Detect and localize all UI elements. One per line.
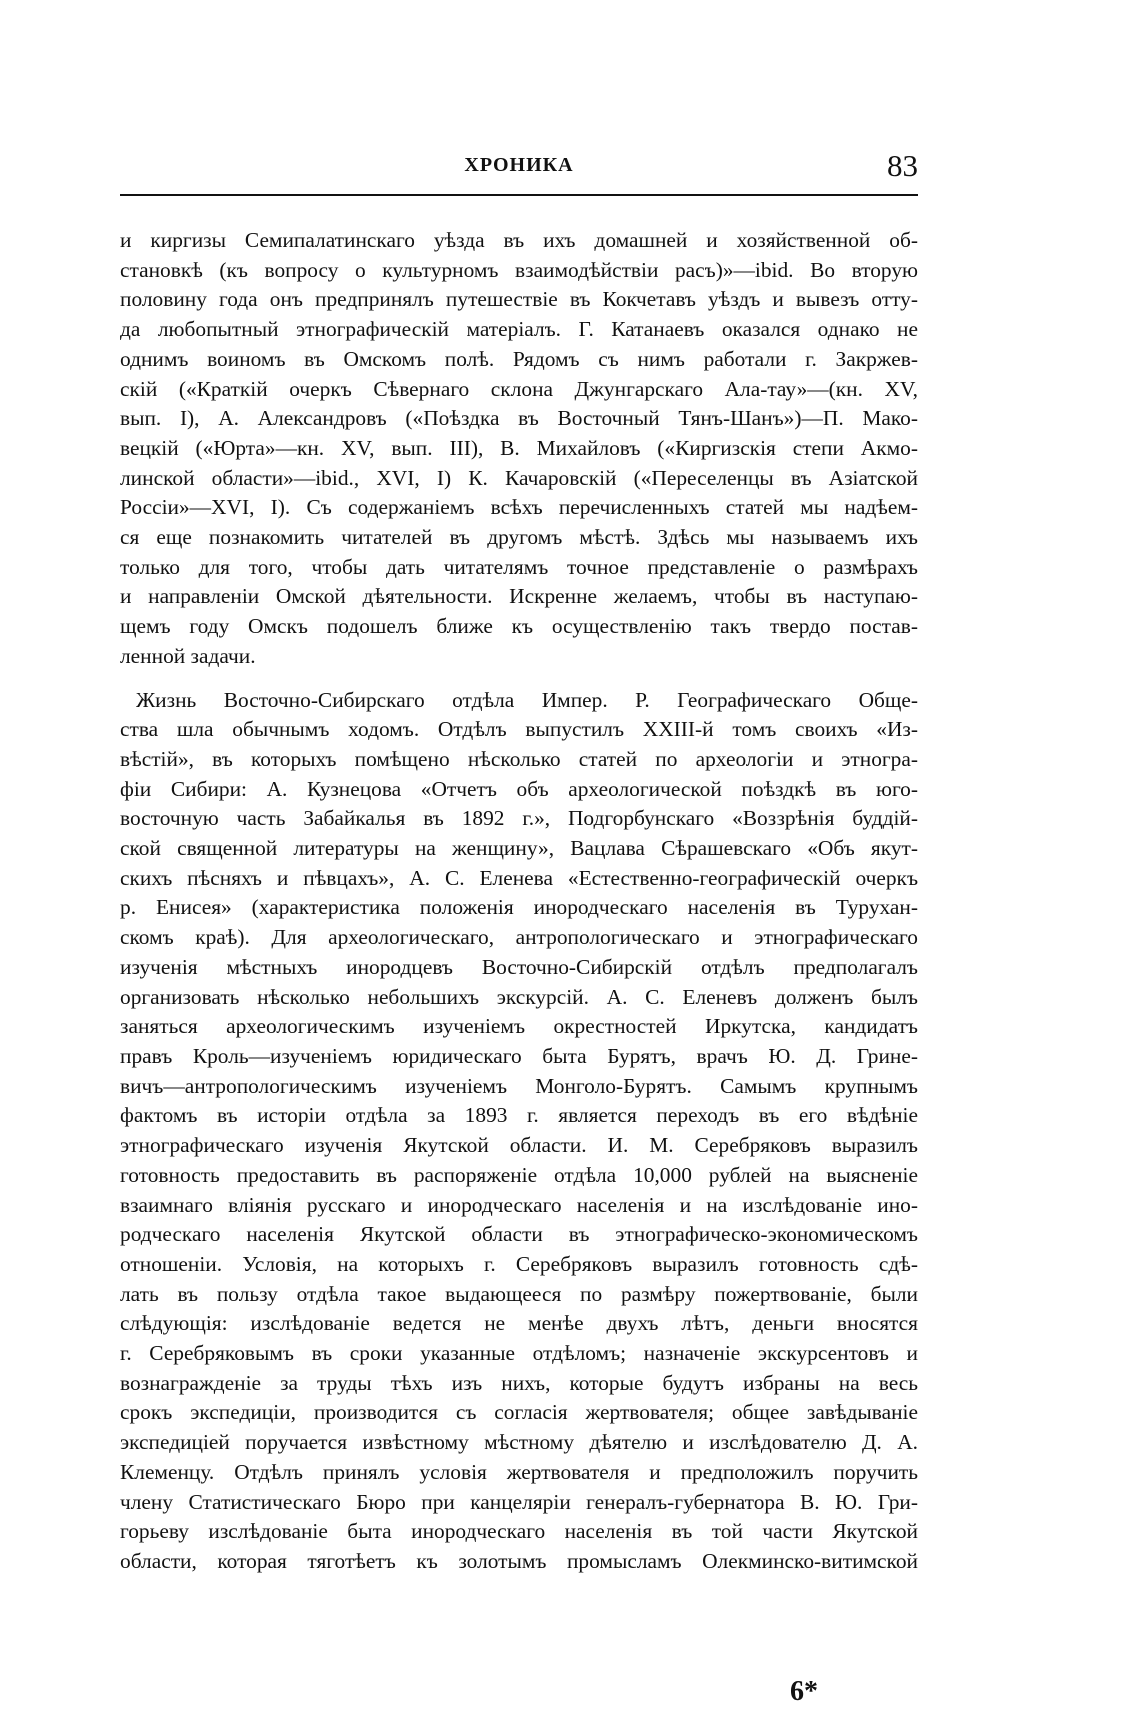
text-line: ся еще познакомить читателей въ другомъ мѣстѣ. Здѣсь мы называемъ ихъ bbox=[120, 525, 918, 550]
text-line: правъ Кроль—изученіемъ юридическаго быта Бурятъ, врачъ Ю. Д. Грине- bbox=[120, 1043, 918, 1068]
text-line: да любопытный этнографическій матеріалъ. Г. Катанаевъ оказался однако не bbox=[120, 317, 918, 342]
text-line: слѣдующія: изслѣдованіе ведется не менѣе двухъ лѣтъ, деньги вносятся bbox=[120, 1311, 918, 1336]
text-line: Россіи»—XVI, I). Съ содержаніемъ всѣхъ перечисленныхъ статей мы надѣем- bbox=[120, 495, 918, 520]
text-line: становкѣ (къ вопросу о культурномъ взаимодѣйствіи расъ)»—ibid. Во вторую bbox=[120, 257, 918, 282]
text-line: однимъ воиномъ въ Омскомъ полѣ. Рядомъ съ нимъ работали г. Закржев- bbox=[120, 346, 918, 371]
text-line: вып. I), А. Александровъ («Поѣздка въ Восточный Тянъ-Шанъ»)—П. Мако- bbox=[120, 406, 918, 431]
text-line: скомъ краѣ). Для археологическаго, антропологическаго и этнографическаго bbox=[120, 925, 918, 950]
text-line: заняться археологическимъ изученіемъ окрестностей Иркутска, кандидатъ bbox=[120, 1014, 918, 1039]
text-line: вецкій («Юрта»—кн. XV, вып. III), В. Михайловъ («Киргизскія степи Акмо- bbox=[120, 435, 918, 460]
text-line: организовать нѣсколько небольшихъ экскурсій. А. С. Еленевъ долженъ былъ bbox=[120, 984, 918, 1009]
text-line: скихъ пѣсняхъ и пѣвцахъ», А. С. Еленева «Естественно-географическій очеркъ bbox=[120, 865, 918, 890]
text-line: члену Статистическаго Бюро при канцеляріи генералъ-губернатора В. Ю. Гри- bbox=[120, 1489, 918, 1514]
paragraph-gap bbox=[120, 672, 918, 686]
text-line: Клеменцу. Отдѣлъ принялъ условія жертвователя и предположилъ поручить bbox=[120, 1459, 918, 1484]
text-line: вознагражденіе за труды тѣхъ изъ нихъ, которые будутъ избраны на весь bbox=[120, 1370, 918, 1395]
text-line: этнографическаго изученія Якутской области. И. М. Серебряковъ выразилъ bbox=[120, 1133, 918, 1158]
text-line: только для того, чтобы дать читателямъ точное представленіе о размѣрахъ bbox=[120, 554, 918, 579]
text-line: щемъ году Омскъ подошелъ ближе къ осуществленію такъ твердо постав- bbox=[120, 614, 918, 639]
page-header bbox=[120, 148, 918, 192]
paragraph-2 bbox=[120, 686, 918, 1577]
text-line: родческаго населенія Якутской области въ этнографическо-экономическомъ bbox=[120, 1222, 918, 1247]
text-line: области, которая тяготѣетъ къ золотымъ промысламъ Олекминско-витимской bbox=[120, 1548, 918, 1573]
text-line: ства шла обычнымъ ходомъ. Отдѣлъ выпустилъ XXIII-й томъ своихъ «Из- bbox=[120, 717, 918, 742]
page-number: 83 bbox=[887, 148, 918, 183]
signature-mark: 6* bbox=[790, 1676, 818, 1707]
running-head: ХРОНИКА bbox=[464, 154, 574, 176]
text-line: взаимнаго вліянія русскаго и инородческаго населенія и на изслѣдованіе ино- bbox=[120, 1192, 918, 1217]
paragraph-1 bbox=[120, 226, 918, 672]
text-line: фіи Сибири: А. Кузнецова «Отчетъ объ археологической поѣздкѣ въ юго- bbox=[120, 776, 918, 801]
text-line: экспедиціей поручается извѣстному мѣстному дѣятелю и изслѣдователю Д. А. bbox=[120, 1430, 918, 1455]
text-line: фактомъ въ исторіи отдѣла за 1893 г. является переходъ въ его вѣдѣніе bbox=[120, 1103, 918, 1128]
text-line: срокъ экспедиціи, производится съ согласія жертвователя; общее завѣдываніе bbox=[120, 1400, 918, 1425]
text-line: изученія мѣстныхъ инородцевъ Восточно-Сибирскій отдѣлъ предполагалъ bbox=[120, 954, 918, 979]
text-line: вичъ—антропологическимъ изученіемъ Монголо-Бурятъ. Самымъ крупнымъ bbox=[120, 1073, 918, 1098]
text-line: Жизнь Восточно-Сибирскаго отдѣла Импер. Р. Географическаго Обще- bbox=[136, 687, 918, 712]
text-line: р. Енисея» (характеристика положенія инородческаго населенія въ Турухан- bbox=[120, 895, 918, 920]
text-line: вѣстій», въ которыхъ помѣщено нѣсколько статей по археологіи и этногра- bbox=[120, 746, 918, 771]
text-line: скій («Краткій очеркъ Сѣвернаго склона Джунгарскаго Ала-тау»—(кн. XV, bbox=[120, 376, 918, 401]
text-line: отношеніи. Условія, на которыхъ г. Серебряковъ выразилъ готовность сдѣ- bbox=[120, 1251, 918, 1276]
text-line: ской священной литературы на женщину», Вацлава Сѣрашевскаго «Объ якут- bbox=[120, 836, 918, 861]
text-line: восточную часть Забайкалья въ 1892 г.», Подгорбунскаго «Воззрѣнія буддій- bbox=[120, 806, 918, 831]
body-text bbox=[120, 226, 918, 1577]
text-line: половину года онъ предпринялъ путешествіе въ Кокчетавъ уѣздъ и вывезъ отту- bbox=[120, 287, 918, 312]
text-line: и направленіи Омской дѣятельности. Искренне желаемъ, чтобы въ наступаю- bbox=[120, 584, 918, 609]
text-line: г. Серебряковымъ въ сроки указанные отдѣломъ; назначеніе экскурсентовъ и bbox=[120, 1341, 918, 1366]
text-line: готовность предоставить въ распоряженіе отдѣла 10,000 рублей на выясненіе bbox=[120, 1162, 918, 1187]
header-rule bbox=[120, 194, 918, 196]
text-line: и киргизы Семипалатинскаго уѣзда въ ихъ домашней и хозяйственной об- bbox=[120, 228, 918, 252]
text-line: горьеву изслѣдованіе быта инородческаго населенія въ той части Якутской bbox=[120, 1519, 918, 1544]
text-line: линской области»—ibid., XVI, I) К. Качаровскій («Переселенцы въ Азіатской bbox=[120, 465, 918, 490]
text-line: ленной задачи. bbox=[120, 643, 256, 668]
text-line: лать въ пользу отдѣла такое выдающееся по размѣру пожертвованіе, были bbox=[120, 1281, 918, 1306]
